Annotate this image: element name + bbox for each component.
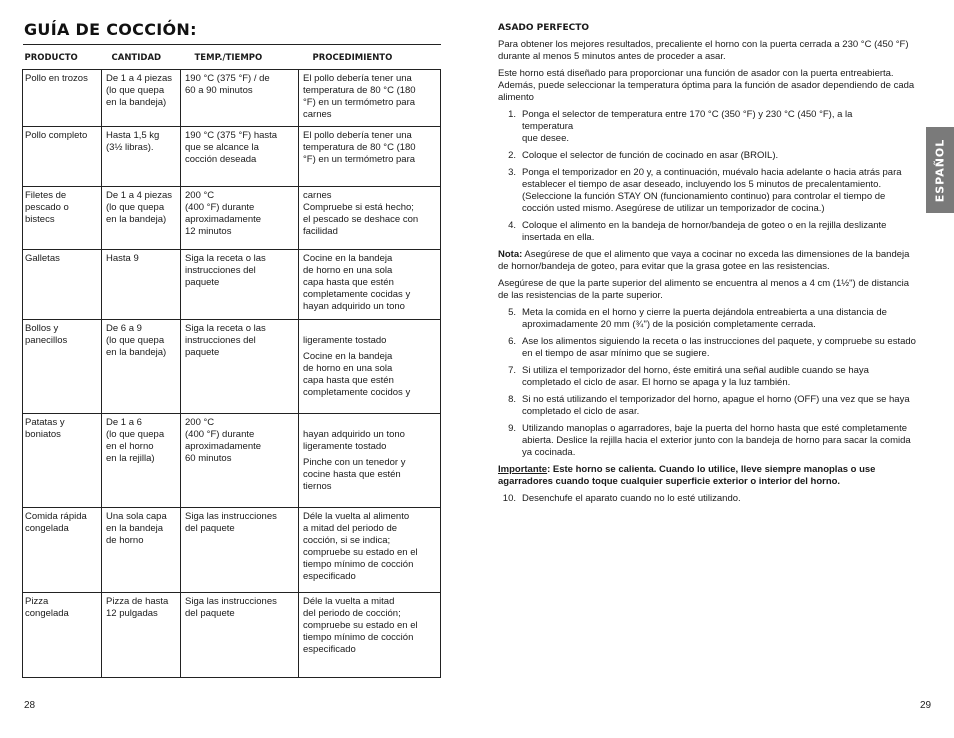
list-item: [498, 394, 918, 418]
note-label: Nota:: [498, 249, 523, 260]
table-row: [23, 414, 441, 508]
step-number: 7.: [508, 365, 516, 376]
right-page: [477, 0, 954, 738]
cell-producto: Galletas: [23, 250, 102, 320]
step-number: 4.: [508, 220, 516, 231]
cell-procedimiento: Déle la vuelta al alimento a mitad del periodo de cocción, si se indica; compruebe su estado en el tiempo mínimo de cocción especificado: [299, 508, 441, 593]
column-header-procedimiento: PROCEDIMIENTO: [299, 45, 441, 70]
table-row: [23, 70, 441, 127]
step-text: Desenchufe el aparato cuando no lo esté utilizando.: [522, 493, 741, 504]
step-text: Coloque el selector de función de cocinado en asar (BROIL).: [522, 150, 779, 161]
step-number: 5.: [508, 307, 516, 318]
step-number: 9.: [508, 423, 516, 434]
page-number-right: 29: [920, 700, 932, 711]
note-paragraph: [498, 249, 918, 273]
cell-producto: Comida rápida congelada: [23, 508, 102, 593]
page-number-left: 28: [24, 700, 36, 711]
procedimiento-continuation: hayan adquirido un tono ligeramente tostado: [303, 429, 405, 452]
list-item: [498, 336, 918, 360]
list-item: [498, 365, 918, 389]
step-text: Ponga el selector de temperatura entre 170 °C (350 °F) y 230 °C (450 °F), a la temperatura que desee.: [522, 109, 853, 144]
intro-paragraph: Para obtener los mejores resultados, precaliente el horno con la puerta cerrada a 230 °C (450 °F) durante al menos 5 minutos antes de proceder a asar.: [498, 39, 909, 62]
cell-cantidad: De 1 a 6 (lo que quepa en el horno en la rejilla): [102, 414, 181, 508]
cell-temp: 190 °C (375 °F) hasta que se alcance la cocción deseada: [181, 127, 299, 187]
cell-producto: Patatas y boniatos: [23, 414, 102, 508]
step-number: 3.: [508, 167, 516, 178]
step-text: Utilizando manoplas o agarradores, baje la puerta del horno hasta que esté completamente abierta. Deslice la rejilla hacia el exterior junto con la bandeja de horno para sacar la comida ya cocinada.: [522, 423, 911, 458]
cell-cantidad: Una sola capa en la bandeja de horno: [102, 508, 181, 593]
cell-cantidad: De 1 a 4 piezas (lo que quepa en la bandeja): [102, 70, 181, 127]
column-header-cantidad: CANTIDAD: [102, 45, 181, 70]
step-text: Ase los alimentos siguiendo la receta o las instrucciones del paquete, y compruebe su estado en el tiempo de asar mínimo que se sugiere.: [522, 336, 916, 359]
section-heading: ASADO PERFECTO: [498, 23, 590, 33]
step-text: Ponga el temporizador en 20 y, a continuación, muévalo hacia adelante o hacia atrás para establecer el tiempo de asar deseado, incluyendo los 5 minutos de precalentamiento. (Seleccione la función STAY ON (funcionamiento continuo) para controlar el tiempo de cocción usted mismo. Asegúrese de utilizar un temporizador de cocina.): [522, 167, 902, 214]
table-row: [23, 508, 441, 593]
note-paragraph: Asegúrese de que la parte superior del alimento se encuentra al menos a 4 cm (1½") de distancia de las resistencias de la parte superior.: [498, 278, 910, 301]
language-tab-label: ESPAÑOL: [933, 138, 947, 202]
step-number: 2.: [508, 150, 516, 161]
cell-procedimiento: El pollo debería tener una temperatura de 80 °C (180 °F) en un termómetro para carnes: [299, 70, 441, 127]
important-label: Importante: [498, 464, 548, 475]
cooking-guide-table: [22, 44, 441, 678]
step-number: 10.: [502, 493, 516, 504]
cell-temp: 200 °C (400 °F) durante aproximadamente 60 minutos: [181, 414, 299, 508]
step-text: Si no está utilizando el temporizador del horno, apague el horno (OFF) una vez que se haya completado el ciclo de asar.: [522, 394, 910, 417]
column-header-producto: PRODUCTO: [23, 45, 102, 70]
procedimiento-continuation: ligeramente tostado: [303, 335, 387, 346]
step-number: 8.: [508, 394, 516, 405]
list-item: [498, 220, 918, 244]
table-row: [23, 127, 441, 187]
table-row: [23, 250, 441, 320]
cell-cantidad: Pizza de hasta 12 pulgadas: [102, 593, 181, 678]
cell-procedimiento: Cocine en la bandeja de horno en una sola capa hasta que estén completamente cocidas y hayan adquirido un tono: [299, 250, 441, 320]
cell-producto: Pollo completo: [23, 127, 102, 187]
important-text: : Este horno se calienta. Cuando lo utilice, lleve siempre manoplas o use agarradores cuando toque cualquier superficie exterior o interior del horno.: [498, 464, 876, 487]
intro-paragraph: Este horno está diseñado para proporcionar una función de asador con la puerta entreabierta. Además, puede seleccionar la temperatura óptima para la función de asador dependiendo de cada alimento: [498, 68, 915, 103]
step-text: Meta la comida en el horno y cierre la puerta dejándola entreabierta a una distancia de aproximadamente 20 mm (¾") de la posición completamente cerrada.: [522, 307, 887, 330]
table-row: [23, 187, 441, 250]
step-number: 1.: [508, 109, 516, 120]
list-item: [498, 307, 918, 331]
cell-temp: Siga las instrucciones del paquete: [181, 593, 299, 678]
cell-procedimiento: [299, 414, 441, 508]
cell-temp: 190 °C (375 °F) / de 60 a 90 minutos: [181, 70, 299, 127]
column-header-temp-tiempo: TEMP./TIEMPO: [181, 45, 299, 70]
cell-cantidad: De 6 a 9 (lo que quepa en la bandeja): [102, 320, 181, 414]
list-item: [498, 493, 918, 505]
cell-cantidad: Hasta 1,5 kg (3½ libras).: [102, 127, 181, 187]
cell-temp: Siga las instrucciones del paquete: [181, 508, 299, 593]
step-text: Si utiliza el temporizador del horno, éste emitirá una señal audible cuando se haya completado el ciclo de asar. El horno se apaga y la luz también.: [522, 365, 869, 388]
procedimiento-text: Pinche con un tenedor y cocine hasta que estén tiernos: [303, 457, 406, 492]
note-text: Asegúrese de que el alimento que vaya a cocinar no exceda las dimensiones de la bandeja de hornor/bandeja de goteo, para evitar que la grasa gotee en las resistencias.: [498, 249, 910, 272]
table-row: [23, 593, 441, 678]
important-warning: [498, 464, 918, 488]
cell-temp: Siga la receta o las instrucciones del paquete: [181, 250, 299, 320]
step-text: Coloque el alimento en la bandeja de hornor/bandeja de goteo o en la rejilla deslizante insertada en ella.: [522, 220, 887, 243]
list-item: [498, 423, 918, 459]
cell-procedimiento: carnes Compruebe si está hecho; el pescado se deshace con facilidad: [299, 187, 441, 250]
language-tab: [926, 127, 954, 213]
list-item: [498, 109, 918, 145]
cell-procedimiento: [299, 320, 441, 414]
list-item: [498, 150, 918, 162]
broil-instructions: [498, 22, 918, 510]
cell-producto: Filetes de pescado o bistecs: [23, 187, 102, 250]
step-number: 6.: [508, 336, 516, 347]
cell-cantidad: De 1 a 4 piezas (lo que quepa en la bandeja): [102, 187, 181, 250]
cell-cantidad: Hasta 9: [102, 250, 181, 320]
list-item: [498, 167, 918, 215]
cell-producto: Bollos y panecillos: [23, 320, 102, 414]
cell-producto: Pizza congelada: [23, 593, 102, 678]
cooking-guide-title: GUÍA DE COCCIÓN:: [24, 20, 197, 39]
cell-procedimiento: Déle la vuelta a mitad del periodo de cocción; compruebe su estado en el tiempo mínimo de cocción especificado: [299, 593, 441, 678]
procedimiento-text: Cocine en la bandeja de horno en una sola capa hasta que estén completamente cocidos y: [303, 351, 411, 398]
cell-procedimiento: El pollo debería tener una temperatura de 80 °C (180 °F) en un termómetro para: [299, 127, 441, 187]
cell-producto: Pollo en trozos: [23, 70, 102, 127]
cell-temp: Siga la receta o las instrucciones del paquete: [181, 320, 299, 414]
table-header-row: [23, 45, 441, 70]
cell-temp: 200 °C (400 °F) durante aproximadamente 12 minutos: [181, 187, 299, 250]
table-row: [23, 320, 441, 414]
